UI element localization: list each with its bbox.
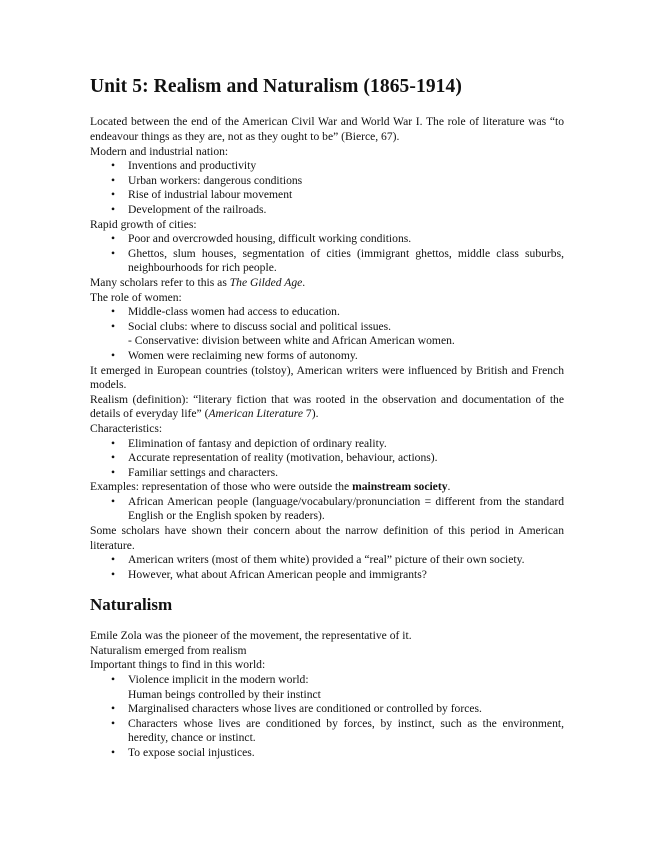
list-item: • Accurate representation of reality (motivation, behaviour, actions). <box>128 451 564 466</box>
important-label: Important things to find in this world: <box>90 658 266 672</box>
list-item: • African American people (language/vocabulary/pronunciation = different from the standard English or the English spoken by readers). <box>128 495 564 524</box>
source-title: American Literature <box>208 407 304 421</box>
list-item: • Inventions and productivity <box>128 159 564 174</box>
list-item: • Women were reclaiming new forms of autonomy. <box>128 349 564 364</box>
list-item: • Characters whose lives are conditioned by forces, by instinct, such as the environment, heredity, chance or instinct. <box>128 717 564 746</box>
list-item: • Ghettos, slum houses, segmentation of cities (immigrant ghettos, middle class suburbs, neighbourhoods for rich people. <box>128 247 564 276</box>
zola-line: Emile Zola was the pioneer of the movement, the representative of it. <box>90 629 412 643</box>
list-item: • Social clubs: where to discuss social and political issues. - Conservative: division between white and African American women. <box>128 320 564 349</box>
unit-title: Unit 5: Realism and Naturalism (1865-1914) <box>90 76 462 97</box>
emerged-line: Naturalism emerged from realism <box>90 643 247 657</box>
characteristics-label: Characteristics: <box>90 421 163 435</box>
sub-note: - Conservative: division between white and African American women. <box>128 334 455 348</box>
scholars-paragraph: Some scholars have shown their concern about the narrow definition of this period in American literature. <box>90 524 564 552</box>
modern-label: Modern and industrial nation: <box>90 144 229 158</box>
list-item: • Violence implicit in the modern world: Human beings controlled by their instinct <box>128 673 564 702</box>
modern-list <box>90 159 564 217</box>
naturalism-list <box>90 673 564 761</box>
list-item: • Middle-class women had access to education. <box>128 305 564 320</box>
scholars-list <box>90 553 564 582</box>
list-item: • Poor and overcrowded housing, difficult working conditions. <box>128 232 564 247</box>
examples-line: Examples: representation of those who were outside the mainstream society. <box>90 480 451 494</box>
naturalism-heading: Naturalism <box>90 595 173 615</box>
women-label: The role of women: <box>90 290 182 304</box>
list-item: • However, what about African American people and immigrants? <box>128 568 564 583</box>
cities-label: Rapid growth of cities: <box>90 217 197 231</box>
document-page <box>90 76 564 760</box>
intro-paragraph: Located between the end of the American Civil War and World War I. The role of literature was “to endeavour things as they are, not as they ought to be” (Bierce, 67). <box>90 115 564 144</box>
sub-note: Human beings controlled by their instinct <box>128 687 321 701</box>
list-item: • Rise of industrial labour movement <box>128 188 564 203</box>
cities-list <box>90 232 564 276</box>
list-item: • Development of the railroads. <box>128 203 564 218</box>
list-item: • To expose social injustices. <box>128 746 564 761</box>
women-list <box>90 305 564 363</box>
european-paragraph: It emerged in European countries (tolstoy), American writers were influenced by British and French models. <box>90 363 564 392</box>
examples-list <box>90 495 564 524</box>
list-item: • Elimination of fantasy and depiction of ordinary reality. <box>128 437 564 452</box>
gilded-age-title: The Gilded Age <box>229 275 303 289</box>
emphasis-text: mainstream society <box>352 480 448 494</box>
list-item: • Familiar settings and characters. <box>128 466 564 481</box>
realism-definition: Realism (definition): “literary fiction that was rooted in the observation and documentation of the details of everyday life” (American Literature 7). <box>90 392 564 421</box>
gilded-age-line: Many scholars refer to this as The Gilded Age. <box>90 275 306 289</box>
list-item: • Marginalised characters whose lives are conditioned or controlled by forces. <box>128 702 564 717</box>
list-item: • Urban workers: dangerous conditions <box>128 174 564 189</box>
characteristics-list <box>90 437 564 481</box>
list-item: • American writers (most of them white) provided a “real” picture of their own society. <box>128 553 564 568</box>
